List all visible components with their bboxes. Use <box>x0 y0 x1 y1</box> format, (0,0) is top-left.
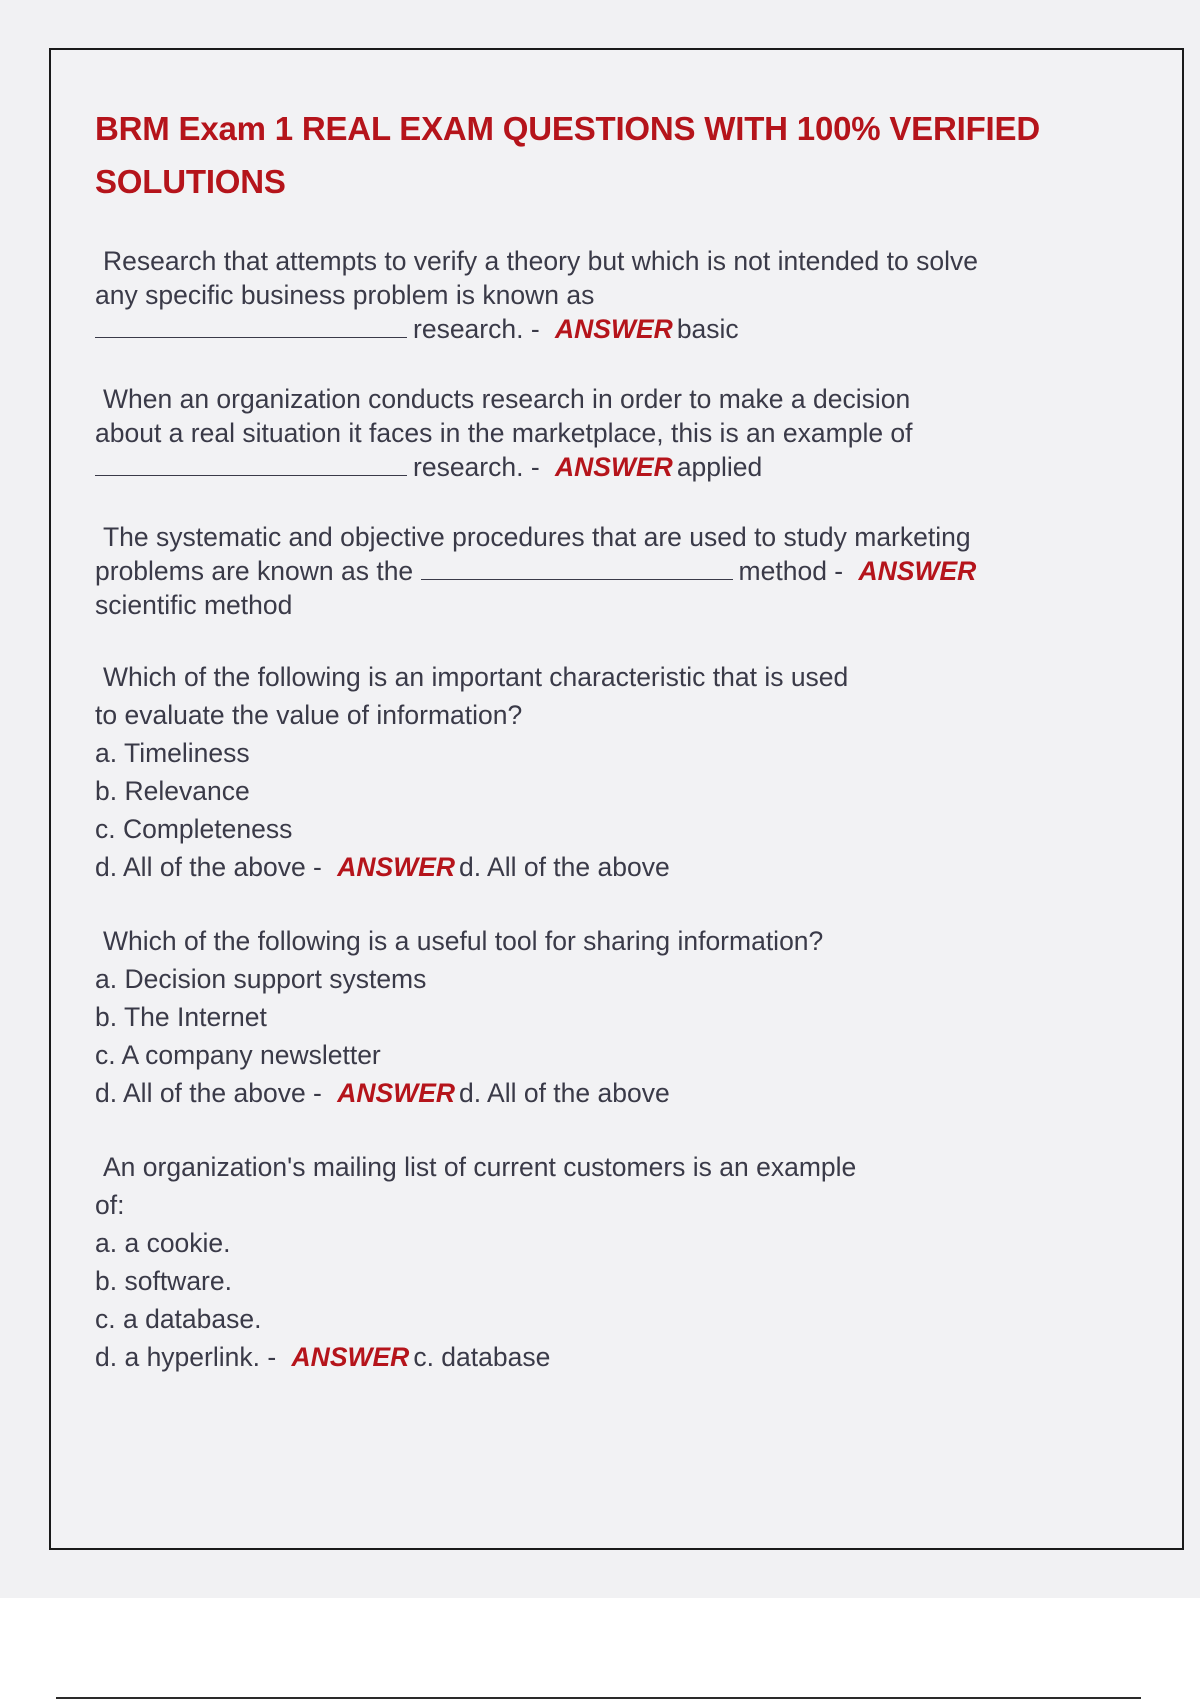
answer-line <box>95 450 1075 484</box>
answer-label: ANSWER <box>555 314 673 344</box>
answer-text: applied <box>676 452 763 482</box>
answer-label: ANSWER <box>337 852 456 882</box>
option-b: b. The Internet <box>95 1002 267 1032</box>
option-c: c. A company newsletter <box>95 1040 381 1070</box>
question-text: Which of the following is an important characteristic that is used <box>103 662 849 692</box>
answer-label: ANSWER <box>858 556 977 586</box>
question-text: An organization's mailing list of current customers is an example <box>103 1152 857 1182</box>
question-2 <box>95 382 1075 484</box>
option-d-answer-line <box>95 848 1075 886</box>
option-d: d. All of the above - <box>95 852 322 882</box>
document-title: BRM Exam 1 REAL EXAM QUESTIONS WITH 100% VERIFIED SOLUTIONS <box>95 110 1040 200</box>
option-d: d. All of the above - <box>95 1078 322 1108</box>
option-a: a. Timeliness <box>95 738 250 768</box>
question-text: Which of the following is a useful tool for sharing information? <box>103 926 824 956</box>
question-4 <box>95 658 1075 886</box>
option-b: b. software. <box>95 1266 232 1296</box>
fill-in-blank <box>421 557 733 580</box>
after-blank-text: method - <box>738 556 844 586</box>
answer-text: scientific method <box>95 590 293 620</box>
option-b: b. Relevance <box>95 776 250 806</box>
answer-label: ANSWER <box>291 1342 410 1372</box>
question-text: When an organization conducts research in order to make a decision <box>103 384 911 414</box>
option-a: a. a cookie. <box>95 1228 231 1258</box>
answer-label: ANSWER <box>555 452 673 482</box>
answer-line <box>95 312 1075 346</box>
answer-text: basic <box>676 314 739 344</box>
question-text-cont: of: <box>95 1190 125 1220</box>
answer-text: d. All of the above <box>459 852 670 882</box>
answer-label: ANSWER <box>337 1078 456 1108</box>
question-text: Research that attempts to verify a theory but which is not intended to solve <box>103 246 978 276</box>
option-d-answer-line <box>95 1338 1075 1376</box>
answer-text: c. database <box>413 1342 551 1372</box>
after-blank-text: research. - <box>413 314 540 344</box>
before-blank-text: problems are known as the <box>95 556 414 586</box>
fill-in-blank <box>95 453 407 476</box>
option-a: a. Decision support systems <box>95 964 427 994</box>
question-text-cont: about a real situation it faces in the marketplace, this is an example of <box>95 418 913 448</box>
question-text-cont: to evaluate the value of information? <box>95 700 523 730</box>
question-6 <box>95 1148 1075 1376</box>
after-blank-text: research. - <box>413 452 540 482</box>
question-text: The systematic and objective procedures that are used to study marketing <box>103 522 971 552</box>
question-text-cont: any specific business problem is known as <box>95 280 595 310</box>
answer-line <box>95 554 1075 588</box>
answer-text: d. All of the above <box>459 1078 670 1108</box>
fill-in-blank <box>95 315 407 338</box>
footer-divider <box>56 1697 1141 1699</box>
option-d: d. a hyperlink. - <box>95 1342 277 1372</box>
question-5 <box>95 922 1075 1112</box>
option-d-answer-line <box>95 1074 1075 1112</box>
question-1 <box>95 244 1075 346</box>
document-content <box>95 102 1075 1412</box>
option-c: c. Completeness <box>95 814 293 844</box>
question-3 <box>95 520 1075 622</box>
option-c: c. a database. <box>95 1304 262 1334</box>
